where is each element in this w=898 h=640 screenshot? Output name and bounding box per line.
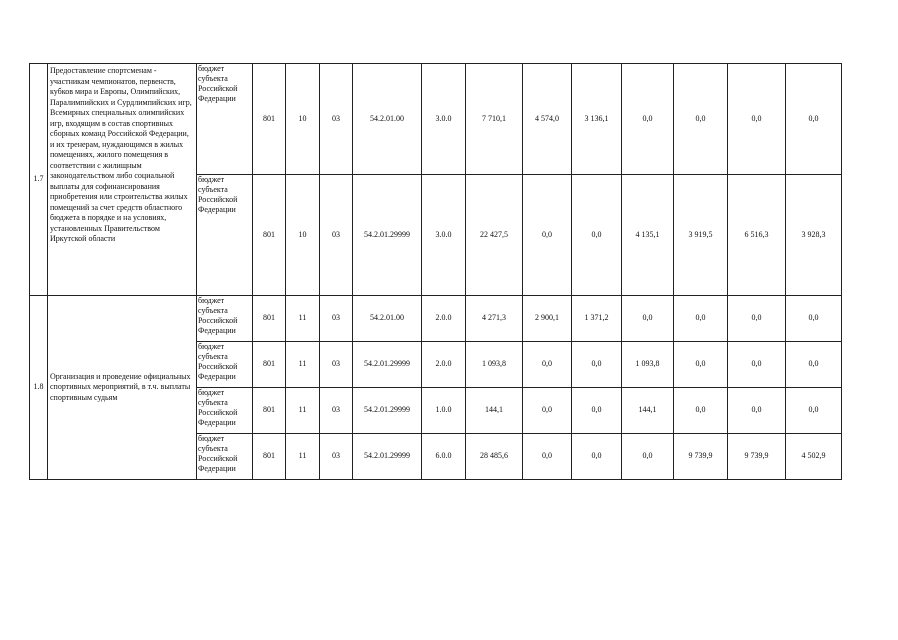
table-row xyxy=(30,64,842,175)
code-cell-c4: 54.2.01.29999 xyxy=(353,342,422,388)
amount-cell: 4 271,3 xyxy=(466,296,523,342)
code-cell-c4: 54.2.01.00 xyxy=(353,64,422,175)
amount-cell: 0,0 xyxy=(572,342,622,388)
amount-cell: 0,0 xyxy=(572,434,622,480)
amount-cell: 3 136,1 xyxy=(572,64,622,175)
code-cell-c5: 1.0.0 xyxy=(422,388,466,434)
section-number: 1.7 xyxy=(30,64,48,296)
amount-cell: 0,0 xyxy=(523,388,572,434)
amount-cell: 0,0 xyxy=(622,64,674,175)
code-cell-c5: 6.0.0 xyxy=(422,434,466,480)
code-cell-c2: 10 xyxy=(286,64,320,175)
funding-source: бюджет субъекта Российской Федерации xyxy=(197,342,253,388)
code-cell-c2: 10 xyxy=(286,175,320,296)
code-cell-c4: 54.2.01.00 xyxy=(353,296,422,342)
code-cell-c5: 3.0.0 xyxy=(422,175,466,296)
code-cell-c3: 03 xyxy=(320,434,353,480)
amount-cell: 0,0 xyxy=(523,342,572,388)
funding-source: бюджет субъекта Российской Федерации xyxy=(197,64,253,175)
code-cell-c1: 801 xyxy=(253,296,286,342)
amount-cell: 6 516,3 xyxy=(728,175,786,296)
code-cell-c2: 11 xyxy=(286,342,320,388)
code-cell-c3: 03 xyxy=(320,64,353,175)
code-cell-c1: 801 xyxy=(253,175,286,296)
section-number: 1.8 xyxy=(30,296,48,480)
code-cell-c5: 2.0.0 xyxy=(422,342,466,388)
amount-cell: 0,0 xyxy=(786,296,842,342)
amount-cell: 0,0 xyxy=(572,388,622,434)
code-cell-c3: 03 xyxy=(320,296,353,342)
code-cell-c2: 11 xyxy=(286,296,320,342)
funding-source: бюджет субъекта Российской Федерации xyxy=(197,434,253,480)
amount-cell: 0,0 xyxy=(674,296,728,342)
code-cell-c4: 54.2.01.29999 xyxy=(353,434,422,480)
amount-cell: 0,0 xyxy=(674,64,728,175)
code-cell-c4: 54.2.01.29999 xyxy=(353,175,422,296)
amount-cell: 1 093,8 xyxy=(622,342,674,388)
amount-cell: 0,0 xyxy=(523,434,572,480)
amount-cell: 9 739,9 xyxy=(674,434,728,480)
amount-cell: 0,0 xyxy=(728,64,786,175)
budget-table xyxy=(29,63,842,480)
amount-cell: 0,0 xyxy=(572,175,622,296)
amount-cell: 4 574,0 xyxy=(523,64,572,175)
table-row xyxy=(30,296,842,342)
amount-cell: 4 502,9 xyxy=(786,434,842,480)
section-description: Организация и проведение официальных спортивных мероприятий, в т.ч. выплаты спортивным судьям xyxy=(48,296,197,480)
amount-cell: 0,0 xyxy=(728,342,786,388)
amount-cell: 0,0 xyxy=(622,434,674,480)
amount-cell: 0,0 xyxy=(728,388,786,434)
code-cell-c3: 03 xyxy=(320,175,353,296)
amount-cell: 144,1 xyxy=(466,388,523,434)
table-body xyxy=(30,64,842,480)
code-cell-c3: 03 xyxy=(320,342,353,388)
code-cell-c5: 3.0.0 xyxy=(422,64,466,175)
amount-cell: 0,0 xyxy=(523,175,572,296)
amount-cell: 0,0 xyxy=(786,388,842,434)
section-description: Предоставление спортсменам - участникам чемпионатов, первенств, кубков мира и Европы, Олимпийских, Паралимпийских и Сурдлимпийских игр, Всемирных специальных олимпийских игр, входящим в состав спортивных сборных команд Российской Федерации, и их тренерам, нуждающимся в жилых помещениях, жилого помещения в соответствии с жилищным законодательством либо социальной выплаты для софинансирования приобретения или строительства жилых помещений за счет средств областного бюджета в порядке и на условиях, установленных Правительством Иркутской области xyxy=(48,64,197,296)
amount-cell: 0,0 xyxy=(674,388,728,434)
amount-cell: 3 919,5 xyxy=(674,175,728,296)
amount-cell: 1 371,2 xyxy=(572,296,622,342)
code-cell-c5: 2.0.0 xyxy=(422,296,466,342)
amount-cell: 7 710,1 xyxy=(466,64,523,175)
amount-cell: 0,0 xyxy=(728,296,786,342)
code-cell-c1: 801 xyxy=(253,434,286,480)
code-cell-c1: 801 xyxy=(253,388,286,434)
amount-cell: 0,0 xyxy=(786,64,842,175)
amount-cell: 144,1 xyxy=(622,388,674,434)
funding-source: бюджет субъекта Российской Федерации xyxy=(197,388,253,434)
amount-cell: 1 093,8 xyxy=(466,342,523,388)
amount-cell: 28 485,6 xyxy=(466,434,523,480)
amount-cell: 0,0 xyxy=(674,342,728,388)
code-cell-c4: 54.2.01.29999 xyxy=(353,388,422,434)
funding-source: бюджет субъекта Российской Федерации xyxy=(197,296,253,342)
amount-cell: 9 739,9 xyxy=(728,434,786,480)
code-cell-c1: 801 xyxy=(253,342,286,388)
amount-cell: 22 427,5 xyxy=(466,175,523,296)
amount-cell: 0,0 xyxy=(622,296,674,342)
amount-cell: 0,0 xyxy=(786,342,842,388)
amount-cell: 4 135,1 xyxy=(622,175,674,296)
code-cell-c3: 03 xyxy=(320,388,353,434)
amount-cell: 2 900,1 xyxy=(523,296,572,342)
code-cell-c1: 801 xyxy=(253,64,286,175)
funding-source: бюджет субъекта Российской Федерации xyxy=(197,175,253,296)
amount-cell: 3 928,3 xyxy=(786,175,842,296)
code-cell-c2: 11 xyxy=(286,434,320,480)
code-cell-c2: 11 xyxy=(286,388,320,434)
